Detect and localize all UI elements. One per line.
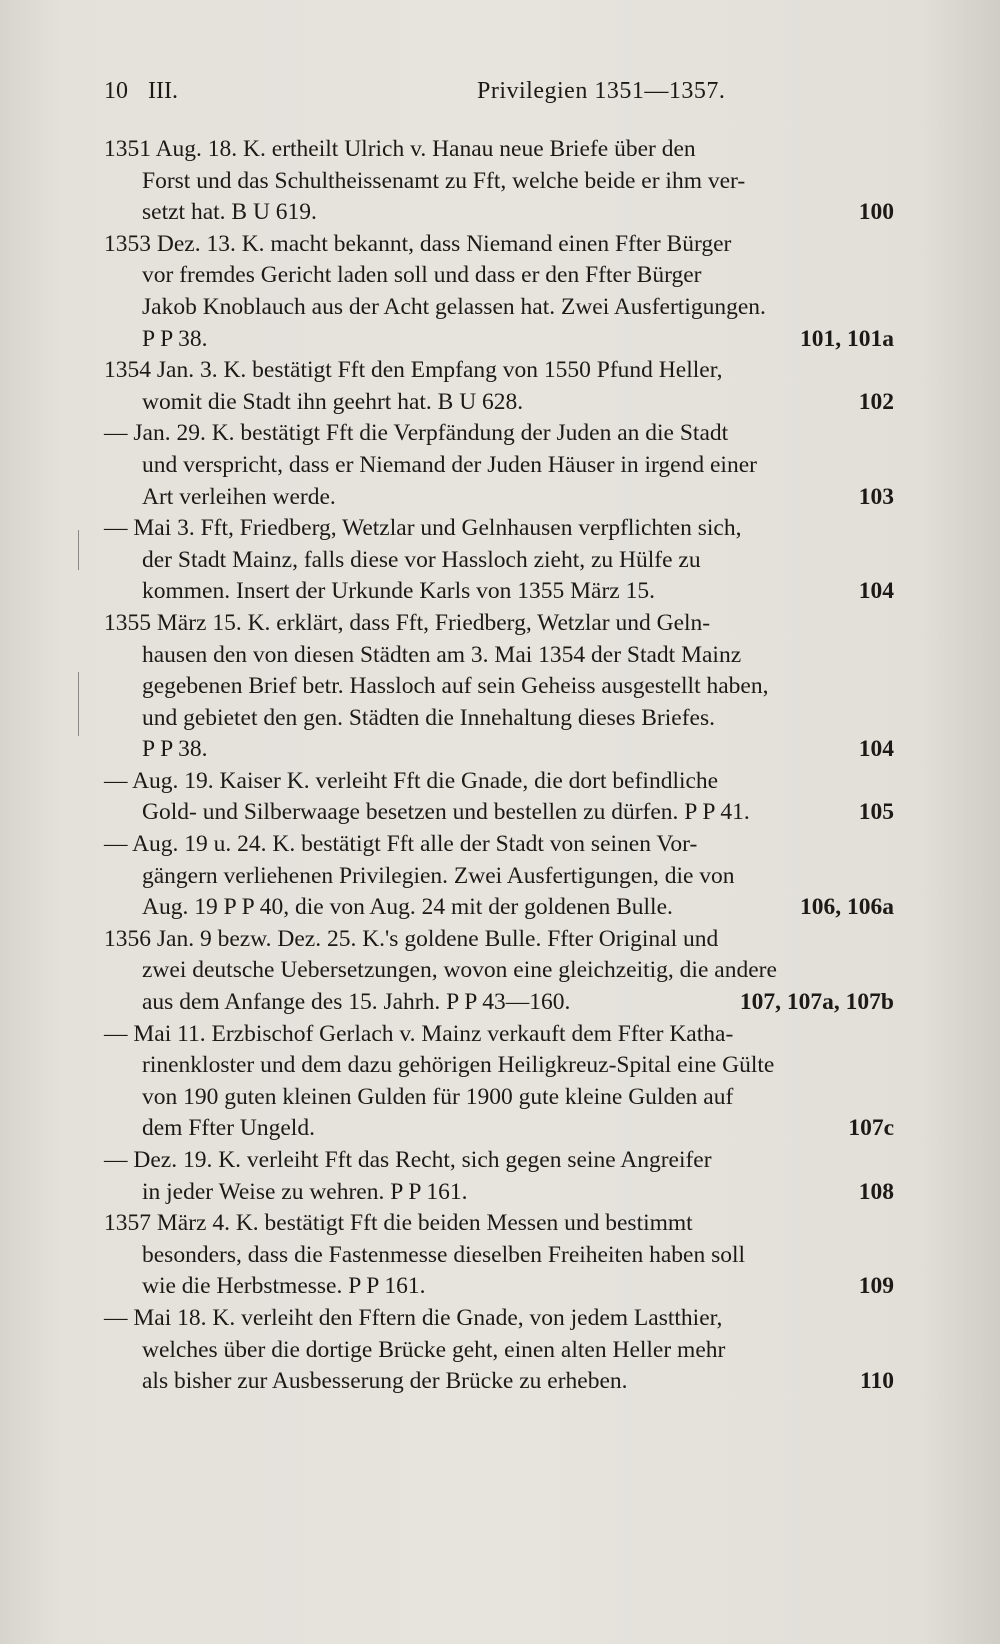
entry-line: in jeder Weise zu wehren. P P 161. [142, 1178, 468, 1205]
register-entry [104, 1303, 894, 1398]
entry-line: gegebenen Brief betr. Hassloch auf sein Geheiss ausgestellt haben, [142, 673, 769, 700]
register-entry [104, 608, 894, 766]
entry-line: Jakob Knoblauch aus der Acht gelassen hat. Zwei Ausfertigungen. [142, 293, 766, 320]
entry-line: Aug. 19 P P 40, die von Aug. 24 mit der goldenen Bulle. [142, 894, 673, 921]
chapter-number: III. [148, 78, 178, 104]
entry-line: dem Ffter Ungeld. [142, 1115, 315, 1142]
entry-line: rinenkloster und dem dazu gehörigen Heiligkreuz-Spital eine Gülte [142, 1052, 775, 1079]
register-entry [104, 355, 894, 418]
page-number: 10 [104, 78, 128, 104]
entry-number: 107, 107a, 107b [739, 989, 894, 1016]
register-entry [104, 418, 894, 513]
register-entry [104, 829, 894, 924]
register-entry [104, 513, 894, 608]
entry-number: 100 [858, 199, 894, 226]
entry-line: — Aug. 19. Kaiser K. verleiht Fft die Gnade, die dort befindliche [104, 767, 719, 794]
entry-line: setzt hat. B U 619. [142, 199, 317, 226]
margin-pencil-mark [78, 672, 79, 736]
entry-number: 101, 101a [800, 325, 894, 352]
entry-line: 1355 März 15. K. erklärt, dass Fft, Friedberg, Wetzlar und Geln- [104, 609, 711, 636]
entry-line: aus dem Anfange des 15. Jahrh. P P 43—160. [142, 989, 571, 1016]
entry-line: — Mai 3. Fft, Friedberg, Wetzlar und Gelnhausen verpflichten sich, [104, 515, 742, 542]
entry-number: 104 [858, 578, 894, 605]
entry-line: der Stadt Mainz, falls diese vor Hassloch zieht, zu Hülfe zu [142, 546, 701, 573]
entry-line: kommen. Insert der Urkunde Karls von 1355 März 15. [142, 578, 655, 605]
entry-line: vor fremdes Gericht laden soll und dass er den Ffter Bürger [142, 262, 702, 289]
entry-line: 1351 Aug. 18. K. ertheilt Ulrich v. Hanau neue Briefe über den [104, 136, 696, 162]
entry-number: 103 [858, 483, 894, 510]
register-entry [104, 229, 894, 355]
entry-line: welches über die dortige Brücke geht, einen alten Heller mehr [142, 1336, 726, 1363]
entry-line: P P 38. [142, 325, 208, 352]
entry-line: und verspricht, dass er Niemand der Juden Häuser in irgend einer [142, 451, 757, 478]
entry-line: und gebietet den gen. Städten die Innehaltung dieses Briefes. [142, 704, 715, 731]
running-title: Privilegien 1351—1357. [477, 78, 726, 104]
entry-line: Art verleihen werde. [142, 483, 336, 510]
entry-line: von 190 guten kleinen Gulden für 1900 gute kleine Gulden auf [142, 1083, 734, 1110]
entry-line: — Dez. 19. K. verleiht Fft das Recht, sich gegen seine Angreifer [104, 1147, 712, 1173]
entry-line: Forst und das Schultheissenamt zu Fft, welche beide er ihm ver- [142, 167, 746, 194]
entry-line: — Jan. 29. K. bestätigt Fft die Verpfändung der Juden an die Stadt [104, 420, 729, 447]
register-entry [104, 1145, 894, 1208]
margin-pencil-mark [78, 530, 79, 570]
entry-line: — Mai 11. Erzbischof Gerlach v. Mainz verkauft dem Ffter Katha- [104, 1020, 734, 1047]
entry-number: 107c [848, 1115, 894, 1142]
entry-line: besonders, dass die Fastenmesse dieselben Freiheiten haben soll [142, 1241, 746, 1268]
entry-number: 105 [858, 799, 894, 826]
entry-line: hausen den von diesen Städten am 3. Mai 1354 der Stadt Mainz [142, 641, 742, 668]
entry-line: Gold- und Silberwaage besetzen und bestellen zu dürfen. P P 41. [142, 799, 750, 826]
register-entries [104, 134, 894, 1398]
entry-number: 104 [858, 736, 894, 763]
entry-number: 106, 106a [800, 894, 894, 921]
register-entry [104, 766, 894, 829]
register-entry [104, 1208, 894, 1303]
entry-line: gängern verliehenen Privilegien. Zwei Ausfertigungen, die von [142, 862, 735, 889]
register-entry [104, 924, 894, 1019]
entry-line: 1357 März 4. K. bestätigt Fft die beiden Messen und bestimmt [104, 1210, 693, 1237]
entry-line: 1353 Dez. 13. K. macht bekannt, dass Niemand einen Ffter Bürger [104, 230, 732, 257]
entry-line: — Mai 18. K. verleiht den Fftern die Gnade, von jedem Lastthier, [104, 1304, 723, 1331]
entry-number: 108 [858, 1178, 894, 1205]
entry-line: zwei deutsche Uebersetzungen, wovon eine gleichzeitig, die andere [142, 957, 777, 984]
entry-line: wie die Herbstmesse. P P 161. [142, 1273, 426, 1300]
entry-line: P P 38. [142, 736, 208, 763]
entry-number: 109 [858, 1273, 894, 1300]
register-entry [104, 1019, 894, 1145]
entry-line: womit die Stadt ihn geehrt hat. B U 628. [142, 388, 524, 415]
register-entry [104, 134, 894, 229]
page-header [104, 78, 900, 112]
entry-number: 110 [860, 1368, 894, 1395]
entry-line: als bisher zur Ausbesserung der Brücke zu erheben. [142, 1368, 628, 1395]
entry-line: 1354 Jan. 3. K. bestätigt Fft den Empfang von 1550 Pfund Heller, [104, 357, 723, 384]
entry-line: — Aug. 19 u. 24. K. bestätigt Fft alle der Stadt von seinen Vor- [104, 831, 698, 858]
entry-number: 102 [858, 388, 894, 415]
entry-line: 1356 Jan. 9 bezw. Dez. 25. K.'s goldene Bulle. Ffter Original und [104, 925, 719, 952]
